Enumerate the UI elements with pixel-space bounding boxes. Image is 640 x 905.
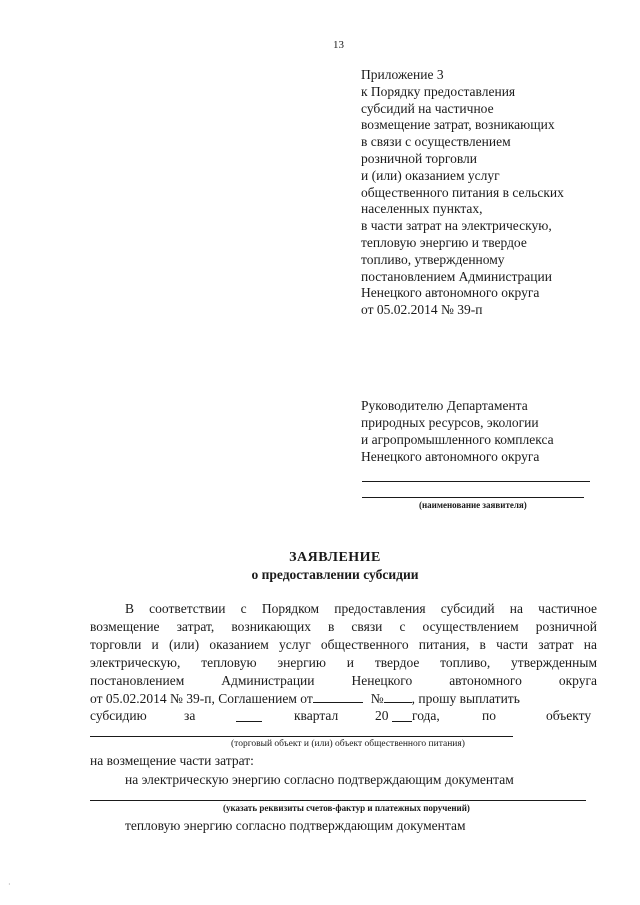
appendix-line: Ненецкого автономного округа bbox=[361, 285, 540, 301]
paragraph-line: возмещение затрат, возникающих в связи с осуществлением розничной bbox=[90, 619, 597, 634]
paragraph-text: по bbox=[482, 708, 496, 723]
agreement-number-blank[interactable] bbox=[384, 690, 412, 703]
paragraph-text: субсидию bbox=[90, 708, 147, 723]
appendix-line: Приложение 3 bbox=[361, 67, 444, 82]
appendix-line: в части затрат на электрическую, bbox=[361, 218, 552, 234]
addressee-line: Ненецкого автономного округа bbox=[361, 449, 540, 464]
paragraph-text: , прошу выплатить bbox=[411, 691, 520, 706]
paragraph-text: 20 bbox=[375, 708, 389, 723]
appendix-line: тепловую энергию и твердое bbox=[361, 234, 527, 250]
appendix-line: населенных пунктах, bbox=[361, 201, 483, 217]
applicant-blank-line-2[interactable] bbox=[362, 497, 584, 498]
appendix-line: субсидий на частичное bbox=[361, 100, 494, 116]
appendix-line: к Порядку предоставления bbox=[361, 83, 516, 99]
object-caption: (торговый объект и (или) объект общественного питания) bbox=[231, 739, 465, 749]
paragraph-text: квартал bbox=[294, 708, 339, 723]
appendix-line: розничной торговли bbox=[361, 150, 477, 166]
object-blank-line[interactable] bbox=[90, 736, 513, 737]
appendix-line: от 05.02.2014 № 39-п bbox=[361, 302, 483, 318]
invoices-caption: (указать реквизиты счетов-фактур и платежных поручений) bbox=[223, 803, 470, 813]
page-number: 13 bbox=[333, 39, 344, 51]
scan-corner-mark: · bbox=[8, 880, 11, 889]
appendix-line: возмещение затрат, возникающих bbox=[361, 117, 555, 133]
appendix-line: в связи с осуществлением bbox=[361, 134, 511, 150]
paragraph-text: объекту bbox=[546, 708, 592, 723]
document-subtitle: о предоставлении субсидии bbox=[251, 567, 419, 582]
addressee-line: и агропромышленного комплекса bbox=[361, 432, 554, 447]
appendix-line: постановлением Администрации bbox=[361, 268, 552, 284]
addressee-block bbox=[361, 397, 621, 465]
document-title: ЗАЯВЛЕНИЕ bbox=[289, 550, 381, 565]
appendix-line: общественного питания в сельских bbox=[361, 184, 564, 200]
paragraph-text: за bbox=[184, 708, 196, 723]
appendix-line: топливо, утвержденному bbox=[361, 251, 505, 267]
paragraph-text: от 05.02.2014 № 39-п, Соглашением от bbox=[90, 691, 313, 706]
electric-energy-line: на электрическую энергию согласно подтверждающим документам bbox=[125, 772, 514, 787]
year-blank[interactable] bbox=[392, 709, 412, 722]
addressee-line: Руководителю Департамента bbox=[361, 398, 528, 413]
addressee-line: природных ресурсов, экологии bbox=[361, 415, 539, 430]
paragraph-text: № bbox=[370, 691, 384, 706]
applicant-blank-line-1[interactable] bbox=[362, 481, 590, 482]
invoices-blank-line[interactable] bbox=[90, 800, 586, 801]
paragraph-text: года, bbox=[412, 708, 440, 723]
paragraph-line: электрическую, тепловую энергию и твердое топливо, утвержденным bbox=[90, 655, 597, 670]
paragraph-line: В соответствии с Порядком предоставления субсидий на частичное bbox=[125, 601, 597, 616]
compensation-line: на возмещение части затрат: bbox=[90, 753, 254, 768]
appendix-line: и (или) оказанием услуг bbox=[361, 167, 500, 183]
appendix-block bbox=[361, 67, 621, 319]
agreement-date-blank[interactable] bbox=[313, 690, 363, 703]
quarter-blank[interactable] bbox=[236, 709, 262, 722]
paragraph-line: постановлением Администрации Ненецкого автономного округа bbox=[90, 673, 597, 688]
applicant-caption: (наименование заявителя) bbox=[419, 500, 527, 510]
paragraph-line: торговли и (или) оказанием услуг общественного питания, в части затрат на bbox=[90, 637, 597, 652]
paragraph-line-agreement bbox=[90, 690, 520, 707]
thermal-energy-line: тепловую энергию согласно подтверждающим документам bbox=[125, 818, 466, 833]
